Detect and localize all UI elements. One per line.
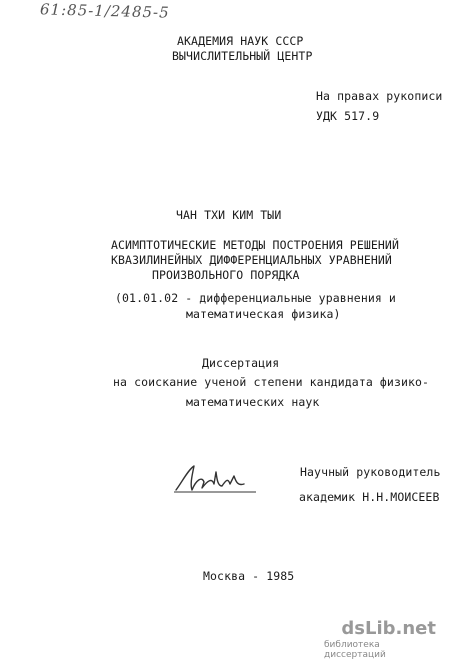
rights-reserved-note: На правах рукописи (316, 89, 443, 103)
handwritten-signature (172, 462, 262, 496)
udc-code: УДК 517.9 (316, 109, 380, 123)
title-line-3: ПРОИЗВОЛЬНОГО ПОРЯДКА (152, 268, 300, 282)
title-line-1: АСИМПТОТИЧЕСКИЕ МЕТОДЫ ПОСТРОЕНИЯ РЕШЕНИЙ (111, 238, 399, 252)
author-name: ЧАН ТХИ КИМ ТЫИ (176, 208, 282, 222)
degree-line-1: на соискание ученой степени кандидата физико- (113, 375, 430, 389)
watermark-site-name[interactable]: dsLib.net (341, 618, 436, 639)
document-type: Диссертация (202, 356, 280, 370)
supervisor-name: академик Н.Н.МОИСЕЕВ (299, 490, 440, 504)
supervisor-label: Научный руководитель (300, 465, 441, 479)
degree-line-2: математических наук (186, 395, 320, 409)
specialty-line-2: математическая физика) (186, 307, 341, 321)
watermark-subtitle: библиотека диссертаций (324, 640, 386, 660)
title-line-2: КВАЗИЛИНЕЙНЫХ ДИФФЕРЕНЦИАЛЬНЫХ УРАВНЕНИЙ (111, 253, 392, 267)
institution-line-2: ВЫЧИСЛИТЕЛЬНЫЙ ЦЕНТР (172, 49, 313, 63)
institution-line-1: АКАДЕМИЯ НАУК СССР (177, 34, 304, 48)
specialty-line-1: (01.01.02 - дифференциальные уравнения и (115, 291, 396, 305)
place-and-year: Москва - 1985 (203, 569, 295, 583)
dslib-watermark[interactable] (324, 618, 436, 660)
handwritten-catalog-code: 61:85-1/2485-5 (39, 0, 170, 22)
